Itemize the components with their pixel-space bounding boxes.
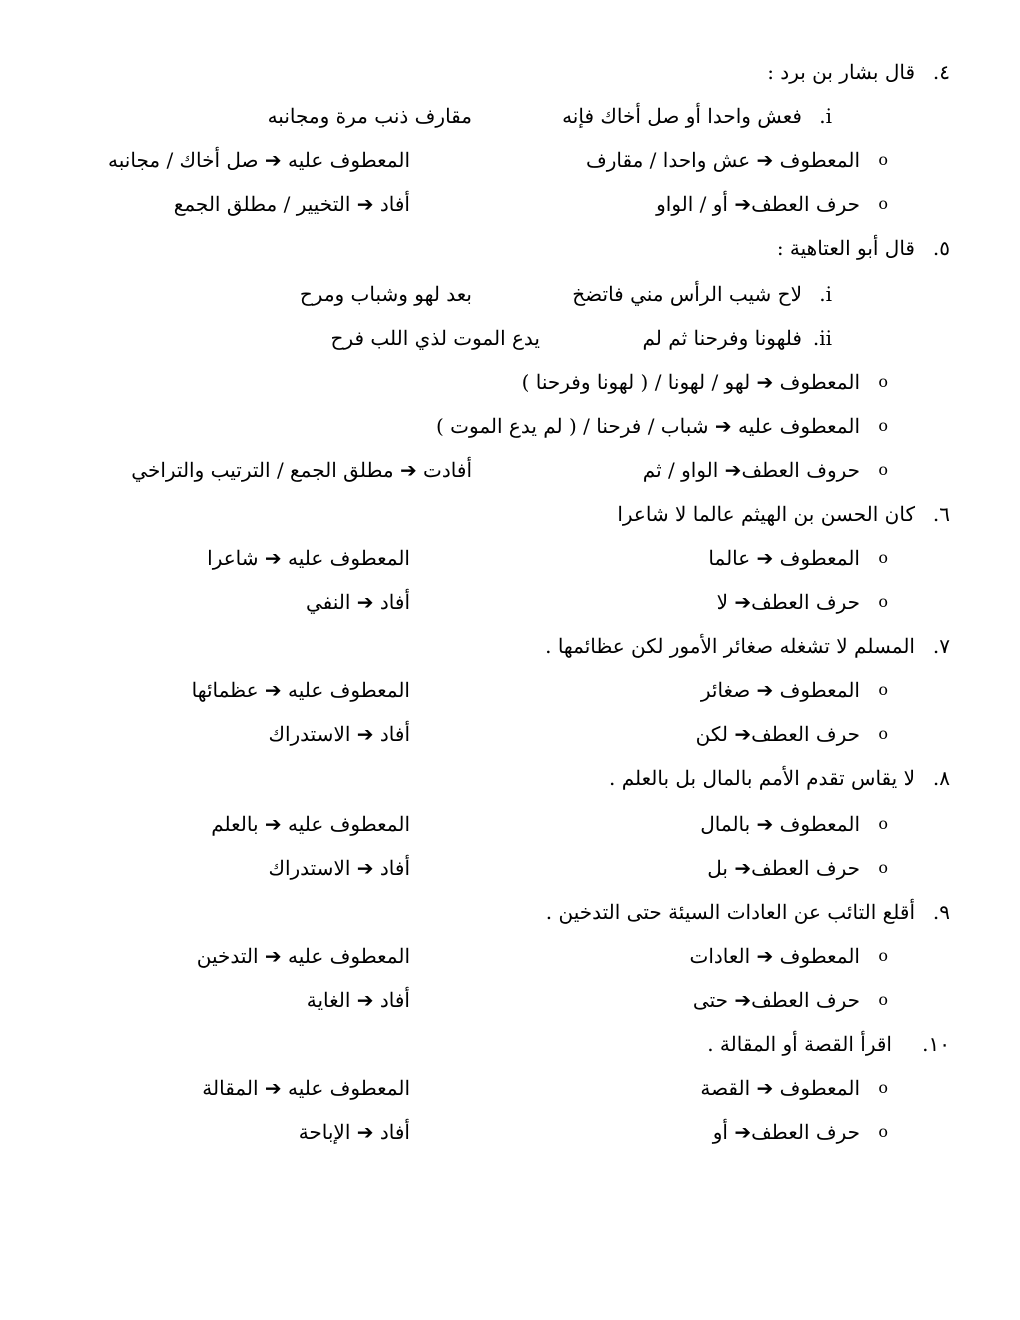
q4-verse-second-half: مقارف ذنب مرة ومجانبه — [267, 104, 472, 128]
q6-number: ٦. — [932, 502, 950, 526]
q4-bullet-1-right: المعطوف ➔ عش واحدا / مقارف — [586, 148, 860, 172]
q10-bullet-1-left: المعطوف عليه ➔ المقالة — [202, 1076, 410, 1100]
q5-bullet-3-left: أفادت ➔ مطلق الجمع / الترتيب والتراخي — [131, 458, 472, 482]
q9-bullet-1-left: المعطوف عليه ➔ التدخين — [196, 944, 410, 968]
q8-title: لا يقاس تقدم الأمم بالمال بل بالعلم . — [609, 766, 915, 790]
q8-bullet-1-left: المعطوف عليه ➔ بالعلم — [211, 812, 410, 836]
q5-verse-2-first-half: فلهونا وفرحنا ثم لم — [642, 326, 802, 350]
bullet-icon: o — [878, 150, 888, 169]
q5-bullet-1: المعطوف ➔ لهو / لهونا / ( لهونا وفرحنا ) — [521, 370, 860, 394]
q4-title: قال بشار بن برد : — [767, 60, 915, 84]
q9-number: ٩. — [932, 900, 950, 924]
q5-verse-1-second-half: بعد لهو وشباب ومرح — [299, 282, 472, 306]
q10-bullet-2-left: أفاد ➔ الإباحة — [298, 1120, 410, 1144]
q10-bullet-2-right: حرف العطف➔ أو — [712, 1120, 860, 1144]
q7-number: ٧. — [932, 634, 950, 658]
bullet-icon: o — [878, 1122, 888, 1141]
bullet-icon: o — [878, 548, 888, 567]
q5-verse-2-second-half: يدع الموت لذي اللب فرح — [330, 326, 540, 350]
bullet-icon: o — [878, 416, 888, 435]
q5-number: ٥. — [932, 236, 950, 260]
bullet-icon: o — [878, 194, 888, 213]
q9-bullet-2-right: حرف العطف➔ حتى — [692, 988, 860, 1012]
bullet-icon: o — [878, 1078, 888, 1097]
q6-bullet-1-right: المعطوف ➔ عالما — [708, 546, 860, 570]
bullet-icon: o — [878, 946, 888, 965]
q4-verse-first-half: فعش واحدا أو صل أخاك فإنه — [562, 104, 802, 128]
q4-bullet-2-right: حرف العطف➔ أو / الواو — [656, 192, 860, 216]
q4-verse-marker: i. — [819, 104, 832, 128]
q4-bullet-1-left: المعطوف عليه ➔ صل أخاك / مجانبه — [108, 148, 410, 172]
bullet-icon: o — [878, 814, 888, 833]
q4-number: ٤. — [932, 60, 950, 84]
q5-bullet-2: المعطوف عليه ➔ شباب / فرحنا / ( لم يدع الموت ) — [436, 414, 860, 438]
q5-bullet-3-right: حروف العطف➔ الواو / ثم — [642, 458, 860, 482]
q8-bullet-1-right: المعطوف ➔ بالمال — [700, 812, 860, 836]
q5-verse-1-marker: i. — [819, 282, 832, 306]
bullet-icon: o — [878, 460, 888, 479]
q7-title: المسلم لا تشغله صغائر الأمور لكن عظائمها . — [545, 634, 915, 658]
q9-title: أقلع التائب عن العادات السيئة حتى التدخين . — [545, 900, 915, 924]
bullet-icon: o — [878, 592, 888, 611]
q7-bullet-1-left: المعطوف عليه ➔ عظمائها — [191, 678, 410, 702]
q8-bullet-2-left: أفاد ➔ الاستدراك — [268, 856, 410, 880]
bullet-icon: o — [878, 990, 888, 1009]
q9-bullet-2-left: أفاد ➔ الغاية — [306, 988, 410, 1012]
q5-verse-2-marker: ii. — [812, 326, 832, 350]
bullet-icon: o — [878, 680, 888, 699]
q10-title: اقرأ القصة أو المقالة . — [707, 1032, 892, 1056]
q6-bullet-1-left: المعطوف عليه ➔ شاعرا — [207, 546, 410, 570]
q10-bullet-1-right: المعطوف ➔ القصة — [700, 1076, 860, 1100]
q8-number: ٨. — [932, 766, 950, 790]
q6-bullet-2-right: حرف العطف➔ لا — [716, 590, 860, 614]
bullet-icon: o — [878, 858, 888, 877]
bullet-icon: o — [878, 372, 888, 391]
q6-title: كان الحسن بن الهيثم عالما لا شاعرا — [617, 502, 915, 526]
q7-bullet-1-right: المعطوف ➔ صغائر — [700, 678, 860, 702]
q9-bullet-1-right: المعطوف ➔ العادات — [689, 944, 860, 968]
q7-bullet-2-left: أفاد ➔ الاستدراك — [268, 722, 410, 746]
q6-bullet-2-left: أفاد ➔ النفي — [305, 590, 410, 614]
q4-bullet-2-left: أفاد ➔ التخيير / مطلق الجمع — [173, 192, 410, 216]
q5-verse-1-first-half: لاح شيب الرأس مني فاتضخ — [572, 282, 802, 306]
q8-bullet-2-right: حرف العطف➔ بل — [707, 856, 860, 880]
q7-bullet-2-right: حرف العطف➔ لكن — [695, 722, 860, 746]
q10-number: ١٠. — [922, 1032, 950, 1056]
q5-title: قال أبو العتاهية : — [776, 236, 915, 260]
bullet-icon: o — [878, 724, 888, 743]
